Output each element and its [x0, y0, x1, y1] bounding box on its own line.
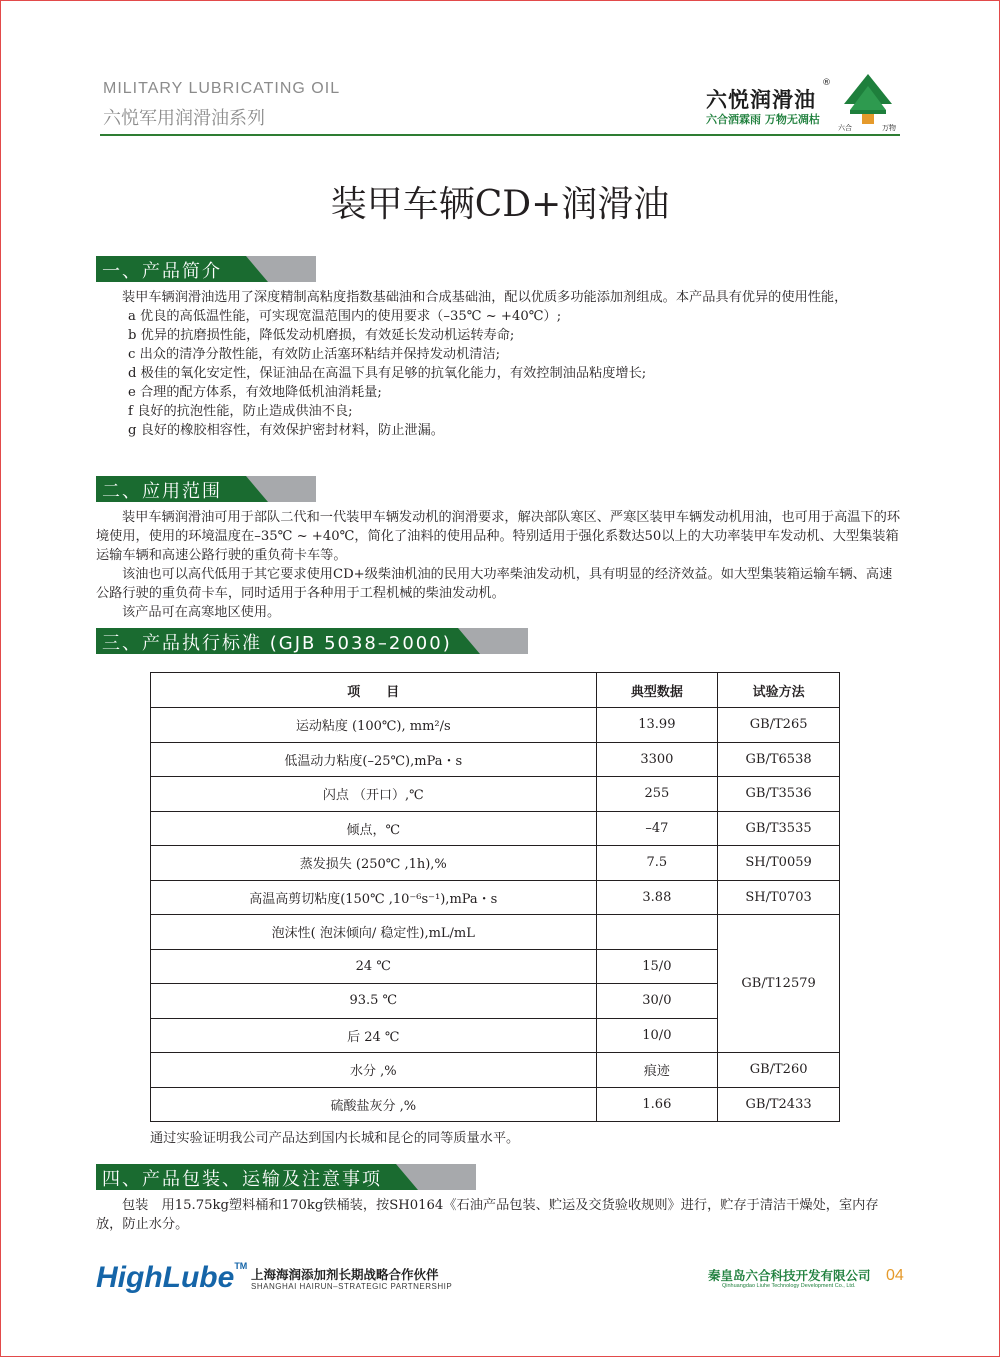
- cell-value: 痕迹: [596, 1053, 718, 1088]
- section-heading-application: [96, 476, 316, 502]
- cell-item: 运动粘度 (100℃), mm²/s: [151, 708, 597, 743]
- cell-item: 后 24 ℃: [151, 1018, 597, 1053]
- cell-item: 硫酸盐灰分 ,%: [151, 1087, 597, 1122]
- partner-en: SHANGHAI HAIRUN–STRATEGIC PARTNERSHIP: [251, 1282, 453, 1291]
- highlube-logo: [96, 1261, 247, 1295]
- company-name-cn: 秦皇岛六合科技开发有限公司: [708, 1268, 871, 1283]
- application-paragraph: 装甲车辆润滑油可用于部队二代和一代装甲车辆发动机的润滑要求，解决部队寒区、严寒区装甲车辆发动机用油，也可用于高温下的环境使用，使用的环境温度在–35℃ ~ +40℃，简化了油料的使用品种。特别适用于强化系数达50以上的大功率装甲车发动机、大型集装箱运输车辆和高速公路行驶的重负荷卡车等。: [96, 510, 901, 563]
- quality-note: 通过实验证明我公司产品达到国内长城和昆仑的同等质量水平。: [150, 1131, 520, 1146]
- feature-item: d 极佳的氧化安定性，保证油品在高温下具有足够的抗氧化能力，有效控制油品粘度增长;: [128, 366, 647, 381]
- table-row: [151, 846, 840, 881]
- section-intro-body: [96, 288, 904, 440]
- cell-value: 10/0: [596, 1018, 718, 1053]
- cell-method: GB/T12579: [718, 915, 840, 1053]
- column-header-value: 典型数据: [596, 673, 718, 708]
- table-row: [151, 880, 840, 915]
- section-heading-label: 四、产品包装、运输及注意事项: [102, 1169, 382, 1190]
- section-heading-standard: [96, 628, 528, 654]
- table-row: [151, 742, 840, 777]
- cell-item: 蒸发损失 (250℃ ,1h),%: [151, 846, 597, 881]
- partner-cn: 上海海润添加剂长期战略合作伙伴: [251, 1267, 439, 1282]
- cell-method: GB/T3535: [718, 811, 840, 846]
- column-header-method: 试验方法: [718, 673, 840, 708]
- table-header-row: [151, 673, 840, 708]
- section-heading-packaging: [96, 1164, 476, 1190]
- logo-text-right: 万物: [882, 124, 896, 132]
- cell-value: 1.66: [596, 1087, 718, 1122]
- application-paragraph: 该产品可在高寒地区使用。: [122, 605, 281, 620]
- cell-item: 泡沫性( 泡沫倾向/ 稳定性),mL/mL: [151, 915, 597, 950]
- section-application-body: [96, 508, 904, 622]
- cell-method: SH/T0703: [718, 880, 840, 915]
- feature-item: f 良好的抗泡性能，防止造成供油不良;: [128, 404, 353, 419]
- intro-paragraph: 装甲车辆润滑油选用了深度精制高粘度指数基础油和合成基础油，配以优质多功能添加剂组成。本产品具有优异的使用性能，: [122, 290, 848, 305]
- spec-table: [150, 672, 840, 1122]
- cell-value: 255: [596, 777, 718, 812]
- series-title-cn: 六悦军用润滑油系列: [103, 108, 265, 129]
- cell-value: 3.88: [596, 880, 718, 915]
- cell-item: 低温动力粘度(–25℃),mPa・s: [151, 742, 597, 777]
- cell-value: 13.99: [596, 708, 718, 743]
- table-row: [151, 1053, 840, 1088]
- feature-item: b 优异的抗磨损性能，降低发动机磨损，有效延长发动机运转寿命;: [128, 328, 515, 343]
- registered-mark: ®: [822, 78, 831, 88]
- cell-method: GB/T3536: [718, 777, 840, 812]
- logo-text-left: 六合: [838, 124, 852, 132]
- header-divider: [100, 134, 900, 136]
- table-row-foam: [151, 915, 840, 950]
- cell-value: 7.5: [596, 846, 718, 881]
- cell-item: 水分 ,%: [151, 1053, 597, 1088]
- cell-value: –47: [596, 811, 718, 846]
- section-heading-label: 二、应用范围: [102, 481, 222, 502]
- cell-method: GB/T6538: [718, 742, 840, 777]
- brand-logo-icon: [836, 70, 900, 134]
- feature-item: g 良好的橡胶相容性，有效保护密封材料，防止泄漏。: [128, 423, 444, 438]
- cell-item: 高温高剪切粘度(150℃ ,10⁻⁶s⁻¹),mPa・s: [151, 880, 597, 915]
- cell-item: 93.5 ℃: [151, 984, 597, 1019]
- packaging-paragraph: 包装 用15.75kg塑料桶和170kg铁桶装，按SH0164《石油产品包装、贮运及交货验收规则》进行，贮存于清洁干燥处，室内存放，防止水分。: [96, 1198, 879, 1232]
- cell-method: GB/T2433: [718, 1087, 840, 1122]
- section-heading-label: 一、产品简介: [102, 261, 222, 282]
- highlube-logo-text: HighLube: [96, 1261, 235, 1294]
- cell-item: 闪点 （开口）,℃: [151, 777, 597, 812]
- cell-value: 3300: [596, 742, 718, 777]
- company-name-en: Qinhuangdao Liuhe Technology Development Co., Ltd.: [722, 1283, 856, 1289]
- column-header-item: 项 目: [151, 673, 597, 708]
- cell-method: SH/T0059: [718, 846, 840, 881]
- cell-value: [596, 915, 718, 950]
- brand-slogan: 六合洒霖雨 万物无凋枯: [706, 113, 820, 126]
- application-paragraph: 该油也可以高代低用于其它要求使用CD+级柴油机油的民用大功率柴油发动机，具有明显的经济效益。如大型集装箱运输车辆、高速公路行驶的重负荷卡车，同时适用于各种用于工程机械的柴油发动机。: [96, 567, 893, 601]
- cell-method: GB/T265: [718, 708, 840, 743]
- table-row: [151, 708, 840, 743]
- feature-item: e 合理的配方体系，有效地降低机油消耗量;: [128, 385, 382, 400]
- cell-item: 倾点，℃: [151, 811, 597, 846]
- cell-item: 24 ℃: [151, 949, 597, 984]
- brand-name: 六悦润滑油: [706, 88, 816, 112]
- section-heading-label: 三、产品执行标准 (GJB 5038–2000): [102, 633, 452, 654]
- section-heading-intro: [96, 256, 316, 282]
- table-row: [151, 777, 840, 812]
- table-row: [151, 1087, 840, 1122]
- feature-item: a 优良的高低温性能，可实现宽温范围内的使用要求（–35℃ ~ +40℃）;: [128, 309, 562, 324]
- trademark-mark: TM: [234, 1261, 248, 1271]
- page-number: 04: [886, 1267, 904, 1284]
- feature-item: c 出众的清净分散性能，有效防止活塞环粘结并保持发动机清洁;: [128, 347, 501, 362]
- page-title: 装甲车辆CD+润滑油: [330, 184, 670, 225]
- table-row: [151, 811, 840, 846]
- cell-method: GB/T260: [718, 1053, 840, 1088]
- cell-value: 15/0: [596, 949, 718, 984]
- series-title-en: MILITARY LUBRICATING OIL: [103, 80, 341, 97]
- cell-value: 30/0: [596, 984, 718, 1019]
